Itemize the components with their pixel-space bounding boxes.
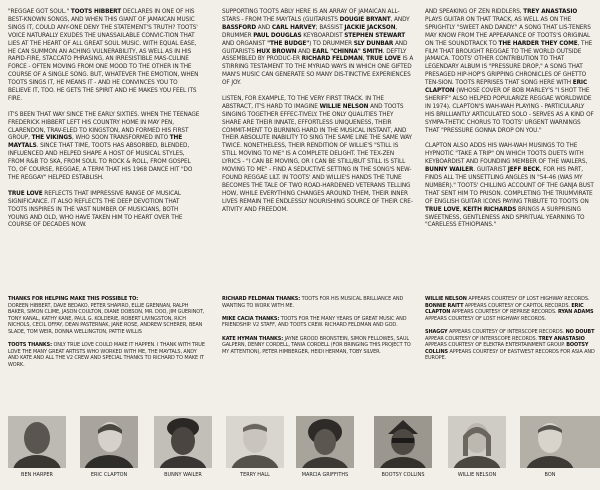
artist-photo	[296, 416, 354, 478]
artist-name: BUNNY WAILER	[164, 472, 202, 478]
artist-photo	[520, 416, 600, 478]
portrait-icon	[8, 416, 66, 468]
portrait-icon	[448, 416, 506, 468]
artist-photo	[154, 416, 212, 478]
artist-name: WILLIE NELSON	[457, 472, 497, 478]
portrait-icon	[520, 416, 600, 468]
artist-name: BON	[544, 472, 556, 478]
artist-name: MARCIA GRIFFITHS	[301, 472, 349, 478]
paragraph: SHAGGY APPEARS COURTESY OF INTERSCOPE RECORDS. NO DOUBT APPEAR COURTESY OF INTERSCOPE RECORDS. TREY ANASTASIO APPEARS COURTESY OF ELEKTRA ENTERTAINMENT GROUP. BOOTSY COLLINS APPEARS COURTESY OF EASTWEST RECORDS FOR ASIA AND EUROPE.	[425, 328, 595, 362]
portrait-icon	[80, 416, 138, 468]
paragraph: "REGGAE GOT SOUL." TOOTS HIBBERT DECLARES IN ONE OF HIS BEST-KNOWN SONGS, AND WHEN THIS GIANT OF JAMAICAN MUSIC SINGS IT, COULD ANY-ONE DENY THE STATEMENT'S TRUTH? TOOTS' VOICE NATURALLY EXUDES THE UNASSAILABLE CONVIC-TION THAT LIES AT THE HEART OF ALL GREAT SOUL MUSIC. WITH EQUAL EASE, HE CAN SUMMON AN ACHING VULNERABILITY, AS WELL AS IN HIS RAPID-FIRE, STACCATO PHRASING, AN IRRESISTIBLE MAS-CULINE FORCE - OFTEN MOVING FROM ONE MOOD TO THE OTHER IN THE COURSE OF A SINGLE SONG. BUT, WHATEVER THE EMOTION, WHEN TOOTS SINGS IT, HE MEANS IT - AND HE CONVINCES YOU TO BELIEVE IT, TOO. HE GETS THE SPIRIT AND HE MAKES YOU FEEL ITS FIRE.	[8, 7, 199, 102]
artist-photo	[8, 416, 66, 478]
paragraph: TOOTS THANKS: ONLY TRUE LOVE COULD MAKE IT HAPPEN. I THANK WITH TRUE LOVE THE MANY GREAT ARTISTS WHO WORKED WITH ME, THE MAYTALS, ANDY AND KATE AND ALL THE V2 CREW AND SPECIAL THANKS TO RICHARD TO MAKE IT WORK.	[8, 342, 205, 368]
portrait-icon	[296, 416, 354, 468]
paragraph: IT'S BEEN THAT WAY SINCE THE EARLY SIXTIES. WHEN THE TEENAGE FREDERICK HIBBERT LEFT HIS COUNTRY HOME IN MAY PEN, CLARENDON, TRAV-ELED TO KINGSTON, AND FORMED HIS FIRST GROUP, THE VIKINGS, WHO SOON TRANSFORMED INTO THE MAYTALS. SINCE THAT TIME, TOOTS HAS ABSORBED, BLENDED, INFLUENCED AND HELPED SHAPE A HOST OF MUSICAL STYLES, FROM R&B TO SKA, FROM SOUL TO ROCK & ROLL, FROM GOSPEL TO, OF COURSE, REGGAE, A TERM THAT HIS 1968 DANCE HIT "DO THE REGGAY" HELPED ESTABLISH.	[8, 109, 200, 182]
liner-notes-column-3	[425, 8, 595, 237]
portrait-icon	[226, 416, 284, 468]
paragraph: THANKS FOR HELPING MAKE THIS POSSIBLE TO: DOREEN HIBBERT, DAVE BEDAKO, PETER SHAPIRO, ELLIE GRENNAN, RALPH BAKER, SIMON CLIME, JASON COULTON, DIANE DOBSON, MR. DOO, JIM GUERINOT, TONY KANAL, KATHY KANE, PAUL G. KOLDERIE, ROBERT LIVINGSTON, RICH NICHOLS, CECIL OFFAY, DEAN PASTERNAK, JANE ROSE, ANDREW SCHERER, BEAN SLADE, TOM WEIR, DONNA WELLINGTON, PATTIE WILLIS	[8, 296, 205, 335]
artist-photo	[80, 416, 138, 478]
portrait-icon	[374, 416, 432, 468]
artist-photo-strip	[0, 416, 600, 490]
liner-notes-column-2	[222, 8, 414, 221]
artist-name: ERIC CLAPTON	[90, 472, 128, 478]
artist-name: TERRY HALL	[240, 472, 270, 478]
paragraph: LISTEN, FOR EXAMPLE, TO THE VERY FIRST TRACK. IN THE ABSTRACT, IT'S HARD TO IMAGINE WILLIE NELSON AND TOOTS SINGING TOGETHER EFFEC-TIVELY. THE ONLY QUALITIES THEY SHARE ARE THEIR INNATE, EFFORTLESS UNIQUENESS, THEIR COMMIT-MENT TO BURNING HARD IN THE MUSICAL INSTANT, AND THEIR ABSOLUTE INABILITY TO SING THE SAME LINE THE SAME WAY TWICE. NONETHELESS, THEIR RENDITION OF WILLIE'S "STILL IS STILL MOVING TO ME" IS A COMPLETE DELIGHT. THE TEX-ZEN LYRICS - "I CAN BE MOVING, OR I CAN BE STILL/BUT STILL IS STILL MOVING TO ME" - FIND A SEDUCTIVE SETTING IN THE SONG'S NEW-FOUND REGGAE LILT. IN TOOTS' AND WILLIE'S HANDS THE TUNE BECOMES THE TALE OF TWO ROAD-HARDENED VETERANS TELLING HOW, WHILE EVERYTHING CHANGES AROUND THEM, THEIR INNER LIVES REMAIN THE ENDLESSLY NOURISHING SOURCE OF THEIR CRE-ATIVITY AND FREEDOM.	[222, 93, 413, 213]
liner-notes-column-1	[8, 8, 200, 237]
paragraph: AND SPEAKING OF ZEN RIDDLERS, TREY ANASTASIO PLAYS GUITAR ON THAT TRACK, AS WELL AS ON THE SPRIGHTLY "SWEET AND DANDY." A SONG THAT LIS-TENERS MAY KNOW FROM THE APPEARANCE OF TOOTS'S ORIGINAL ON THE SOUNDTRACK TO THE HARDER THEY COME, THE FILM THAT BROUGHT REGGAE TO THE WORLD OUTSIDE JAMAICA. TOOTS' OTHER CONTRIBUTION TO THAT LEGENDARY ALBUM IS "PRESSURE DROP," A SONG THAT PRESAGED HIP-HOP'S GRIPPING CHRONICLES OF GHETTO TEN-SION. TOOTS REPRISES THAT SONG HERE WITH ERIC CLAPTON (WHOSE COVER OF BOB MARLEY'S "I SHOT THE SHERIFF" ALSO HELPED POPULARIZE REGGAE WORLDWIDE IN 1974). CLAPTON'S WAH-WAH PLAYING - PARTICULARLY HIS BRILLIANTLY ARTICULATED SOLO - SERVES AS A KIND OF SYMPA-THETIC CHORUS TO TOOTS' URGENT WARNINGS THAT "PRESSURE GONNA DROP ON YOU."	[425, 7, 594, 134]
courtesy-block	[425, 296, 597, 369]
artist-name: BEN HARPER	[21, 472, 53, 478]
artist-photo	[448, 416, 506, 478]
thanks-block-1	[8, 296, 206, 375]
paragraph: RICHARD FELDMAN THANKS: TOOTS FOR HIS MUSICAL BRILLIANCE AND WANTING TO WORK WITH ME.	[222, 296, 404, 309]
paragraph: WILLIE NELSON APPEARS COURTESY OF LOST HIGHWAY RECORDS. BONNIE RAITT APPEARS COURTESY OF CAPITOL RECORDS. ERIC CLAPTON APPEARS COURTESY OF REPRISE RECORDS. RYAN ADAMS APPEARS COURTESY OF LOST HIGHWAY RECORDS.	[425, 296, 594, 322]
paragraph: MIKE CACIA THANKS: TOOTS FOR THE MANY YEARS OF GREAT MUSIC AND FRIENDSHIP. V2 STAFF, AND TOOTS CREW. RICHARD FELDMAN AND GOD.	[222, 315, 407, 329]
artist-photo	[374, 416, 432, 478]
paragraph: TRUE LOVE REFLECTS THAT IMPRESSIVE RANGE OF MUSICAL SIGNIFICANCE. IT ALSO REFLECTS THE DEEP DEVOTION THAT TOOTS INSPIRES IN THE VAST NUMBER OF MUSICIANS, BOTH YOUNG AND OLD, WHO HAVE TAKEN HIM TO HEART OVER THE COURSE OF DECADES NOW.	[8, 188, 183, 229]
thanks-block-2	[222, 296, 414, 362]
paragraph: CLAPTON ALSO ADDS HIS WAH-WAH MUSINGS TO THE HYPNOTIC "TAKE A TRIP" ON WHICH TOOTS DUETS WITH KEYBOARDIST AND FOUNDING MEMBER OF THE WAILERS, BUNNY WAILER. GUITARIST JEFF BECK, FOR HIS PART, FINDS ALL THE UNSETTLING ANGLES IN "54-46 (WAS MY NUMBER)." TOOTS' CHILLING ACCOUNT OF THE GANJA BUST THAT SENT HIM TO PRISON. COMPLETING THE TRIUMVIRATE OF ENGLISH GUITAR ICONS PAYING TRIBUTE TO TOOTS ON TRUE LOVE, KEITH RICHARDS BRINGS A SURPRISING SWEETNESS, GENTLENESS AND SPIRITUAL YEARNING TO "CARELESS ETHIOPIANS."	[425, 141, 594, 229]
artist-name: BOOTSY COLLINS	[381, 472, 425, 478]
paragraph: SUPPORTING TOOTS ABLY HERE IS AN ARRAY OF JAMAICAN ALL-STARS - FROM THE MAYTALS (GUITARISTS DOUGIE BRYANT, ANDY BASSFORD AND CARL HARVEY; BASSIST JACKIE JACKSON, DRUMMER PAUL DOUGLAS KEYBOARDIST STEPHEN STEWART AND ORGANIST "THE BUDGE") TO DRUMMER SLY DUNBAR AND GUITARISTS HUX BROWN AND EARL "CHINNA" SMITH. DEFTLY ASSEMBLED BY PRODUC-ER RICHARD FELDMAN, TRUE LOVE IS A STIRRING TESTAMENT TO THE MYRIAD WAYS IN WHICH ONE GIFTED MAN'S MUSIC CAN GENERATE SO MANY DIS-TINCTIVE EXPERIENCES OF JOY.	[222, 7, 414, 87]
paragraph: KATE HYMAN THANKS: JAYNE GROOD BRONSTEIN, SIMON FELLOWES, SAUL GALPERN, DENNY CORDELL, TANIA CORDELL (FOR BRINGING THIS PROJECT TO MY ATTENTION), PETER HIMBERGER, HEIDI HERMAN, TOBY SILVER.	[222, 335, 411, 355]
portrait-icon	[154, 416, 212, 468]
artist-photo	[226, 416, 284, 478]
